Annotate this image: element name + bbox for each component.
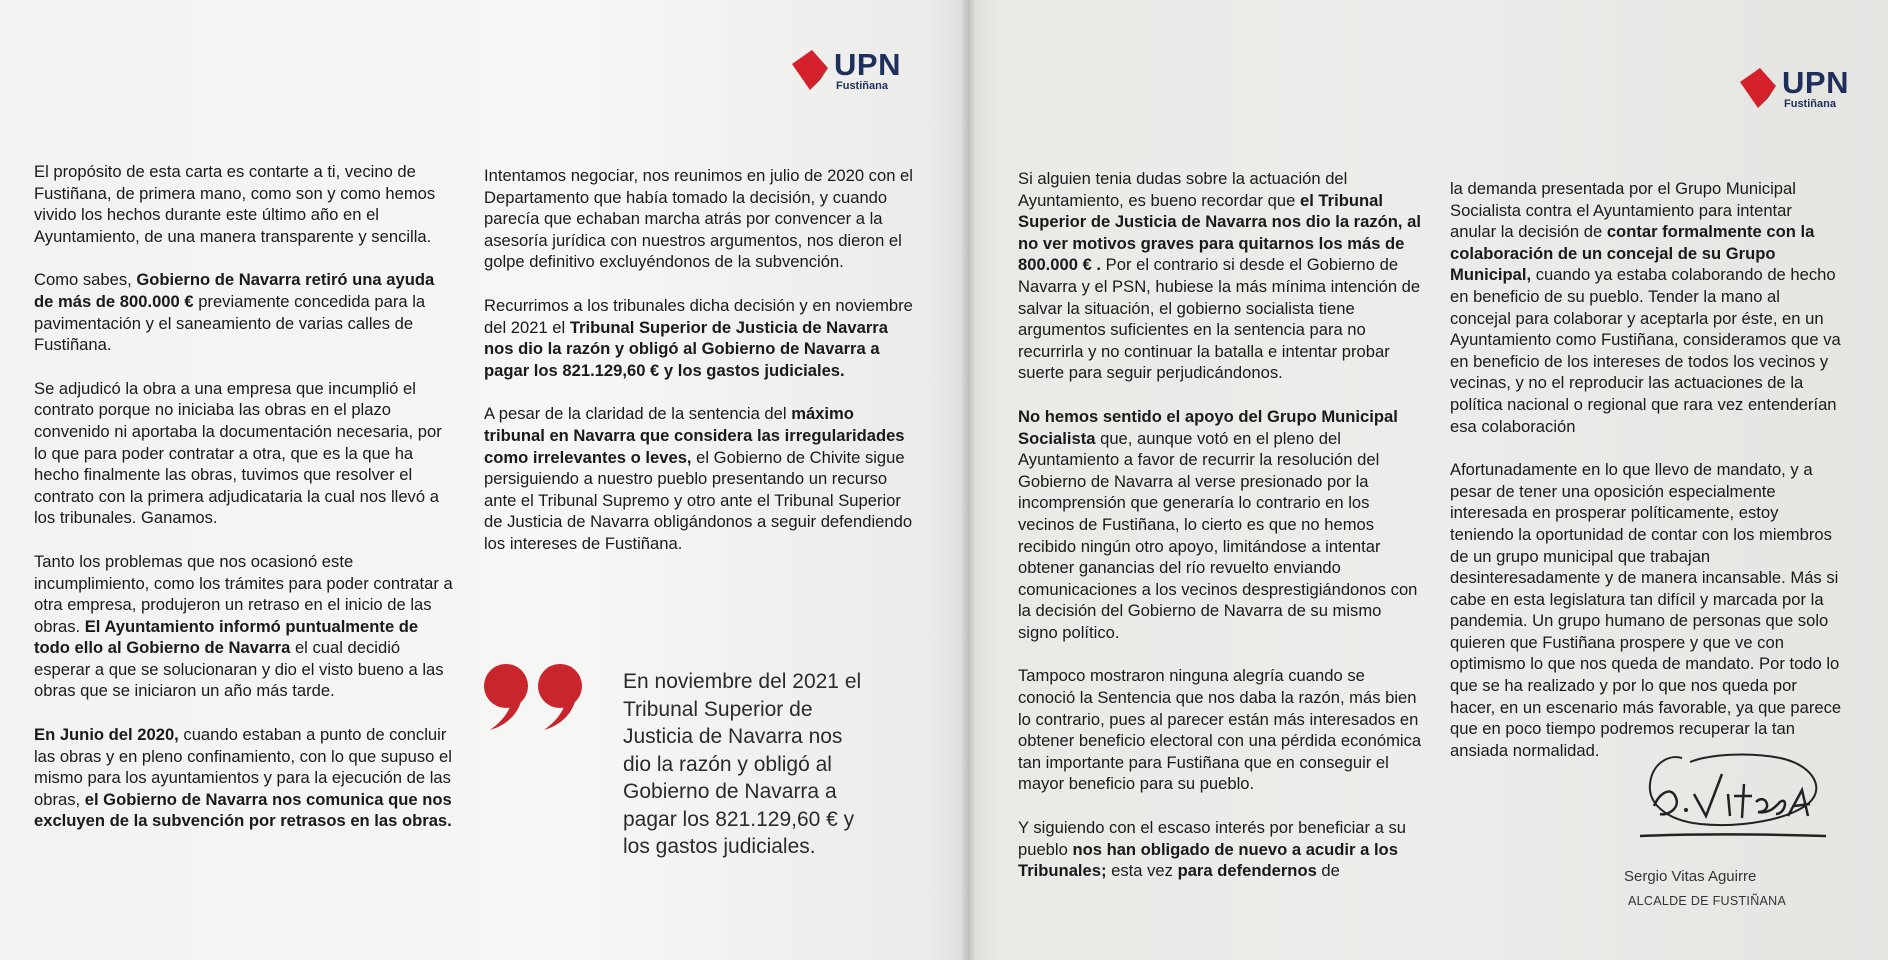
- upn-logo-left: [790, 47, 901, 92]
- column-4: [1450, 178, 1842, 783]
- column-2: [484, 165, 916, 577]
- paragraph: A pesar de la claridad de la sentencia del máximo tribunal en Navarra que considera las irregularidades como irrelevantes o leves, el Gobierno de Chivite sigue persiguiendo a nuestro pueblo presentando un recurso ante el Tribunal Supremo y otro ante el Tribunal Superior de Justicia de Navarra obligándonos a seguir defendiendo los intereses de Fustiñana.: [484, 404, 913, 553]
- upn-logo-mark-icon: [1738, 68, 1776, 108]
- signature-image: [1630, 740, 1830, 850]
- paragraph: Se adjudicó la obra a una empresa que incumplió el contrato porque no iniciaba las obras en el plazo convenido ni aportaba la documentación necesaria, por lo que para poder contratar a otra, que es la que ha hecho finalmente las obras, tuvimos que resolver el contrato con la primera adjudicataria la cual nos llevó a los tribunales. Ganamos.: [34, 378, 442, 528]
- paragraph: Afortunadamente en lo que llevo de mandato, y a pesar de tener una oposición especialmente interesada en prosperar políticamente, estoy teniendo la oportunidad de contar con los miembros de un grupo municipal que trabajan desinteresadamente y de manera incansable. Más si cabe en esta legislatura tan difícil y marcada por la pandemia. Un grupo humano de personas que solo quieren que Fustiñana prospere y que ve con optimismo lo que nos queda de mandato. Por todo lo que se ha realizado y por lo que nos queda por hacer, en un escenario más favorable, ya que parece que en poco tiempo podremos recuperar la tan ansiada normalidad.: [1450, 460, 1842, 760]
- paragraph: En Junio del 2020, cuando estaban a punto de concluir las obras y en pleno confinamiento, con lo que supuso el mismo para los ayuntamientos y para la ejecución de las obras, el Gobierno de Navarra nos comunica que nos excluyen de la subvención por retrasos en las obras.: [34, 725, 452, 831]
- paragraph: Si alguien tenia dudas sobre la actuación del Ayuntamiento, es bueno recordar que el Tribunal Superior de Justicia de Navarra nos dio la razón, al no ver motivos graves para quitarnos los más de 800.000 € . Por el contrario si desde el Gobierno de Navarra y el PSN, hubiese la más mínima intención de salvar la situación, el gobierno socialista tiene argumentos suficientes en la sentencia para no recurrirla y no continuar la batalla e intentar probar suerte para seguir perjudicándonos.: [1018, 169, 1421, 383]
- paragraph: El propósito de esta carta es contarte a ti, vecino de Fustiñana, de primera mano, como son y como hemos vivido los hechos durante este último año en el Ayuntamiento, de una manera transparente y sencilla.: [34, 162, 436, 246]
- logo-name: UPN: [1782, 65, 1849, 100]
- upn-logo-mark-icon: [790, 50, 828, 90]
- quote-marks-icon: [482, 664, 586, 730]
- paragraph: No hemos sentido el apoyo del Grupo Municipal Socialista que, aunque votó en el pleno del Ayuntamiento a favor de recurrir la resolución del Gobierno de Navarra al verse presionado por la incomprensión que generaría lo contrario en los vecinos de Fustiñana, lo cierto es que no hemos recibido ningún otro apoyo, limitándose a intentar obtener ganancias del río revuelto enviando comunicaciones a los vecinos desprestigiándonos con la decisión del Gobierno de Navarra de su mismo signo político.: [1018, 406, 1418, 642]
- logo-subtitle: Fustiñana: [836, 80, 888, 92]
- paragraph: Tanto los problemas que nos ocasionó este incumplimiento, como los trámites para poder contratar a otra empresa, produjeron un retraso en el inicio de las obras. El Ayuntamiento informó puntualmente de todo ello al Gobierno de Navarra el cual decidió esperar a que se solucionaran y dio el visto bueno a las obras que se iniciaron un año más tarde.: [34, 551, 453, 701]
- pull-quote: En noviembre del 2021 el Tribunal Superior de Justicia de Navarra nos dio la razón y obligó al Gobierno de Navarra a pagar los 821.129,60 € y los gastos judiciales.: [623, 670, 862, 858]
- paragraph: Tampoco mostraron ninguna alegría cuando se conoció la Sentencia que nos daba la razón, más bien lo contrario, pues al parecer están más interesados en obtener beneficio electoral con una pérdida económica tan importante para Fustiñana que en conseguir el mayor beneficio para su pueblo.: [1018, 666, 1422, 794]
- column-3: [1018, 168, 1422, 904]
- logo-subtitle: Fustiñana: [1784, 98, 1836, 110]
- page-fold: [962, 0, 974, 960]
- paragraph: Como sabes, Gobierno de Navarra retiró una ayuda de más de 800.000 € previamente concedida para la pavimentación y el saneamiento de varias calles de Fustiñana.: [34, 270, 435, 355]
- paragraph: Y siguiendo con el escaso interés por beneficiar a su pueblo nos han obligado de nuevo a acudir a los Tribunales; esta vez para defendernos de: [1018, 818, 1407, 881]
- paragraph: Intentamos negociar, nos reunimos en julio de 2020 con el Departamento que había tomado la decisión, y cuando parecía que echaban marcha atrás por convencer a la asesoría jurídica con nuestros argumentos, nos dieron el golpe definitivo excluyéndonos de la subvención.: [484, 166, 913, 272]
- paragraph: Recurrimos a los tribunales dicha decisión y en noviembre del 2021 el Tribunal Superior de Justicia de Navarra nos dio la razón y obligó al Gobierno de Navarra a pagar los 821.129,60 € y los gastos judiciales.: [484, 295, 913, 380]
- signer-title: ALCALDE DE FUSTIÑANA: [1628, 894, 1787, 908]
- logo-name: UPN: [834, 47, 901, 82]
- signer-name: Sergio Vitas Aguirre: [1624, 868, 1757, 885]
- paragraph: la demanda presentada por el Grupo Municipal Socialista contra el Ayuntamiento para intentar anular la decisión de contar formalmente con la colaboración de un concejal de su Grupo Municipal, cuando ya estaba colaborando de hecho en beneficio de su pueblo. Tender la mano al concejal para colaborar y aceptarla por éste, en un Ayuntamiento como Fustiñana, consideramos que va en beneficio de los intereses de todos los vecinos y vecinas, y no el reproducir las actuaciones de la política nacional o regional que rara vez entenderían esa colaboración: [1450, 179, 1841, 436]
- column-1: [34, 161, 454, 854]
- upn-logo-right: [1738, 65, 1849, 110]
